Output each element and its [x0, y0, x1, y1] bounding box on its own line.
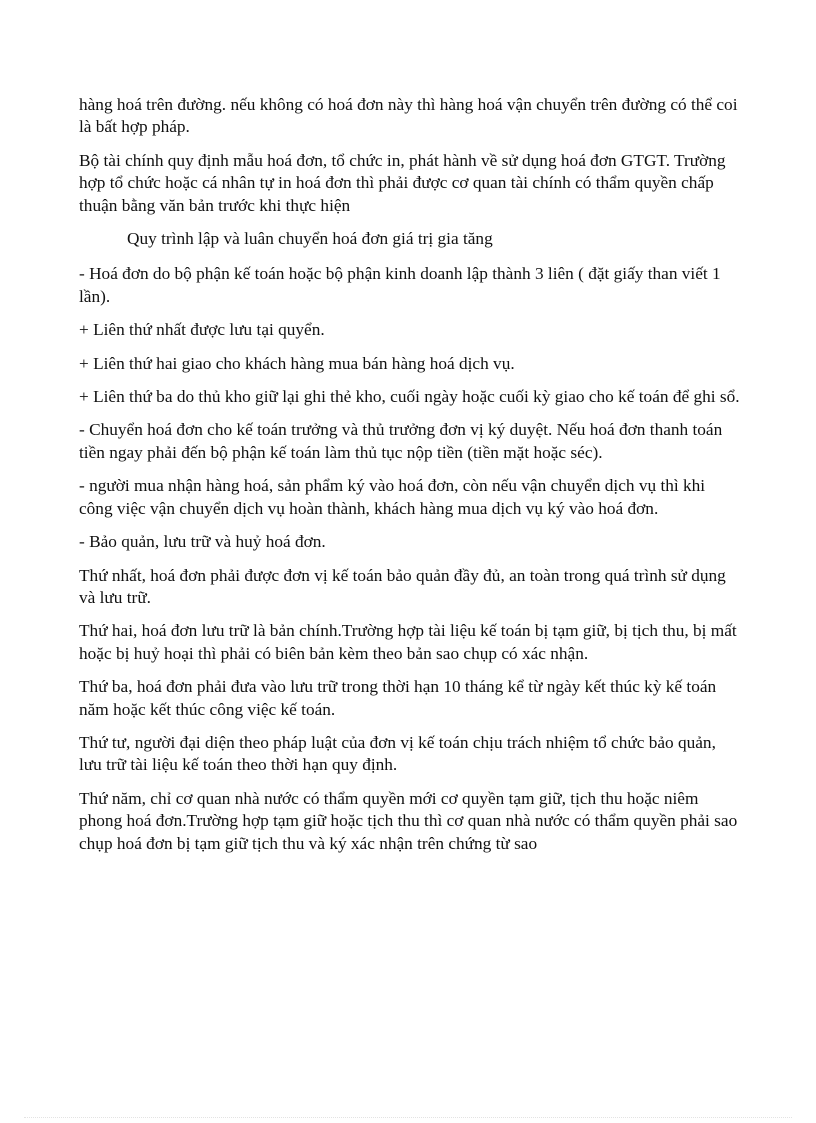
paragraph-fourth: Thứ tư, người đại diện theo pháp luật của đơn vị kế toán chịu trách nhiệm tổ chức bảo quản, lưu trữ tài liệu kế toán theo thời hạn quy định.: [79, 732, 716, 775]
paragraph-fifth: Thứ năm, chỉ cơ quan nhà nước có thẩm quyền mới cơ quyền tạm giữ, tịch thu hoặc niêm phong hoá đơn.Trường hợp tạm giữ hoặc tịch thu thì cơ quan nhà nước có thẩm quyền phải sao chụp hoá đơn bị tạm giữ tịch thu và ký xác nhận trên chứng từ sao: [79, 788, 738, 853]
document-body: [79, 94, 743, 866]
list-item-copy-1: + Liên thứ nhất được lưu tại quyển.: [79, 320, 325, 340]
paragraph-third: Thứ ba, hoá đơn phải đưa vào lưu trữ trong thời hạn 10 tháng kể từ ngày kết thúc kỳ kế toán năm hoặc kết thúc công việc kế toán.: [79, 677, 717, 719]
paragraph-storage-heading: - Bảo quản, lưu trữ và huỷ hoá đơn.: [79, 532, 326, 552]
page-bottom-divider: [24, 1117, 792, 1118]
paragraph-invoice-copies: - Hoá đơn do bộ phận kế toán hoặc bộ phận kinh doanh lập thành 3 liên ( đặt giấy than viết 1 lần).: [79, 264, 721, 306]
paragraph-ministry-regulation: Bộ tài chính quy định mẫu hoá đơn, tổ chức in, phát hành về sử dụng hoá đơn GTGT. Trường hợp tổ chức hoặc cá nhân tự in hoá đơn thì phải được cơ quan tài chính có thẩm quyền chấp thuận bằng văn bản trước khi thực hiện: [79, 150, 726, 215]
paragraph-second: Thứ hai, hoá đơn lưu trữ là bản chính.Trường hợp tài liệu kế toán bị tạm giữ, bị tịch thu, bị mất hoặc bị huỷ hoại thì phải có biên bản kèm theo bản sao chụp có xác nhận.: [79, 621, 737, 663]
paragraph-approval: - Chuyển hoá đơn cho kế toán trưởng và thủ trưởng đơn vị ký duyệt. Nếu hoá đơn thanh toán tiền ngay phải đến bộ phận kế toán làm thủ tục nộp tiền (tiền mặt hoặc séc).: [79, 420, 723, 462]
section-heading: Quy trình lập và luân chuyển hoá đơn giá trị gia tăng: [127, 229, 493, 249]
paragraph-first: Thứ nhất, hoá đơn phải được đơn vị kế toán bảo quản đầy đủ, an toàn trong quá trình sử dụng và lưu trữ.: [79, 565, 726, 607]
paragraph-buyer-sign: - người mua nhận hàng hoá, sản phẩm ký vào hoá đơn, còn nếu vận chuyển dịch vụ thì khi công việc vận chuyển dịch vụ hoàn thành, khách hàng mua dịch vụ ký vào hoá đơn.: [79, 476, 706, 518]
list-item-copy-3: + Liên thứ ba do thủ kho giữ lại ghi thẻ kho, cuối ngày hoặc cuối kỳ giao cho kế toán để ghi sổ.: [79, 387, 740, 407]
paragraph-continuation: hàng hoá trên đường. nếu không có hoá đơn này thì hàng hoá vận chuyển trên đường có thể coi là bất hợp pháp.: [79, 95, 738, 137]
list-item-copy-2: + Liên thứ hai giao cho khách hàng mua bán hàng hoá dịch vụ.: [79, 353, 515, 373]
